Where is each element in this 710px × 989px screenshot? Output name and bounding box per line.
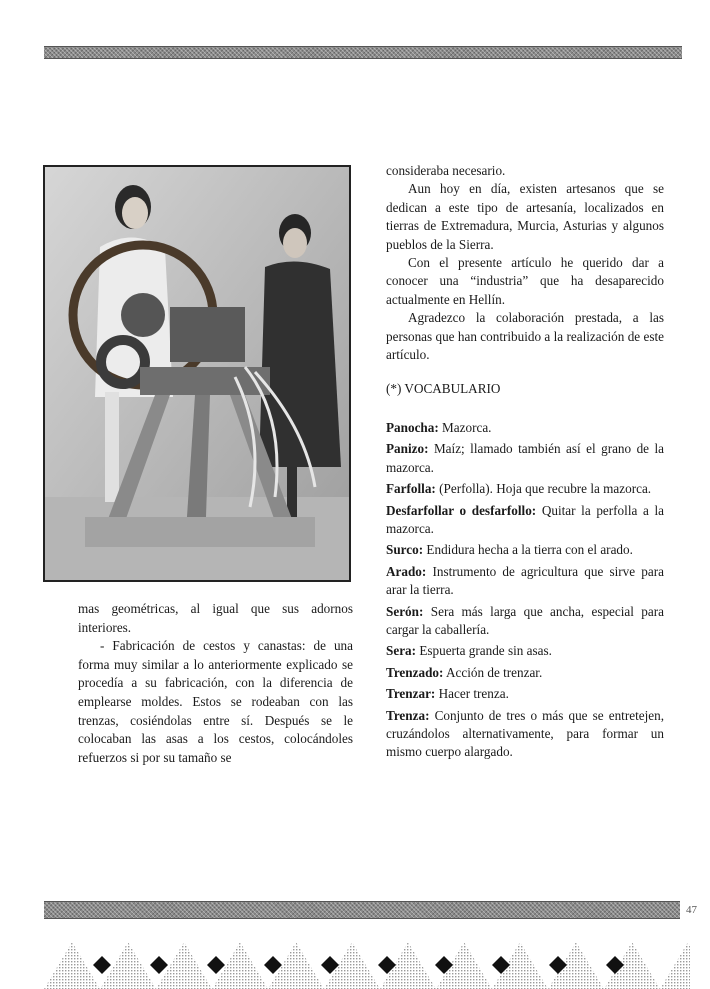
vocab-definition: Instrumento de agricultura que sirve para arar la tierra. [386,563,664,598]
vocab-definition: Hacer trenza. [438,686,509,702]
top-decorative-band [44,46,682,59]
vocab-term: Farfolla: [386,481,436,497]
vocab-entry [386,480,664,498]
photo-illustration [45,167,349,580]
vocab-entry [386,440,664,477]
vocab-entry [386,642,664,660]
paragraph: consideraba necesario. [386,163,506,178]
paragraph: - Fabricación de cestos y canastas: de una forma muy similar a lo anteriormente explicado se procedía a su fabricación, con la diferencia de emplearse moldes. Estos se rodeaban con las trenzas, cosiéndolas entre sí. Después se le colocaban las asas a los cestos, colocándoles refuerzos si por su tamaño se [78,638,353,765]
vocab-term: Panizo: [386,441,429,457]
paragraph: Agradezco la colaboración prestada, a las personas que han contribuido a la realización de este artículo. [386,310,664,363]
vocab-term: Trenzado: [386,664,444,680]
photo-women-braiding-machine [43,165,351,582]
paragraph: Aun hoy en día, existen artesanos que se dedican a este tipo de artesanía, localizados en tierras de Extremadura, Murcia, Asturias y algunos pueblos de la Sierra. [386,181,664,252]
vocab-term: Trenzar: [386,686,436,702]
vocab-definition: Mazorca. [442,419,492,435]
vocab-definition: Acción de trenzar. [445,664,543,680]
vocab-term: Sera: [386,643,417,659]
footer-diamond-border [44,934,690,989]
right-text-column [386,162,664,765]
vocab-entry [386,563,664,600]
vocab-definition: Espuerta grande sin asas. [419,643,552,659]
vocab-definition: Quitar la perfolla a la mazorca. [386,502,664,536]
vocab-term: Surco: [386,542,424,558]
page-number: 47 [686,904,697,916]
vocab-definition: Conjunto de tres o más que se entretejen, cruzándolos alternativamente, para formar un mismo cuerpo alargado. [386,707,664,760]
vocab-entry [386,664,664,682]
vocab-definition: Endidura hecha a la tierra con el arado. [426,542,633,558]
vocabulary-heading: (*) VOCABULARIO [386,381,501,397]
vocab-definition: Maíz; llamado también así el grano de la mazorca. [386,441,664,475]
vocab-definition: Sera más larga que ancha, especial para cargar la caballería. [386,603,664,637]
vocab-term: Serón: [386,603,424,619]
vocab-entry [386,502,664,539]
vocab-term: Desfarfollar o desfarfollo: [386,502,537,518]
vocab-entry [386,419,664,437]
vocab-entry [386,707,664,762]
bottom-decorative-band [44,901,680,919]
vocab-term: Panocha: [386,419,439,435]
vocab-entry [386,685,664,703]
vocab-entry [386,541,664,559]
vocab-term: Trenza: [386,707,430,723]
vocab-definition: (Perfolla). Hoja que recubre la mazorca. [439,481,652,497]
paragraph: mas geométricas, al igual que sus adornos interiores. [78,601,353,635]
vocab-term: Arado: [386,563,427,579]
left-text-column [78,600,353,767]
vocab-entry [386,603,664,640]
paragraph: Con el presente artículo he querido dar a conocer una “industria” que ha desaparecido actualmente en Hellín. [386,255,664,307]
